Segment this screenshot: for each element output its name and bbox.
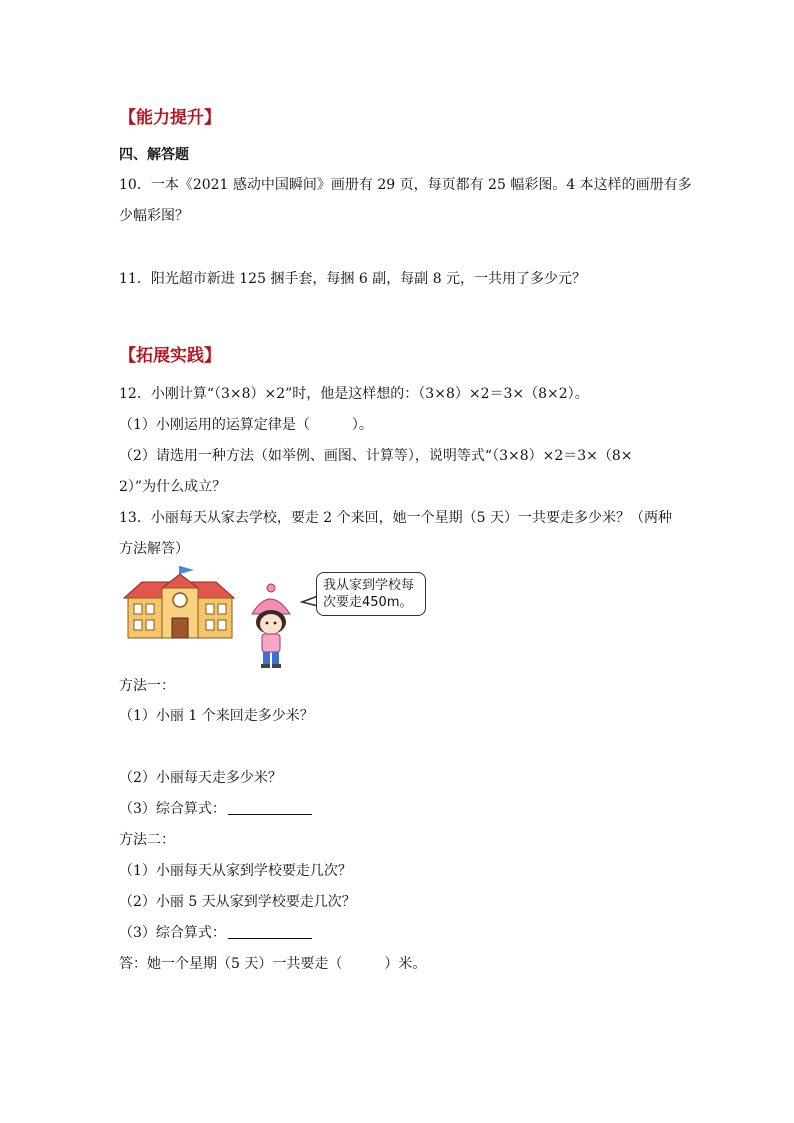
m2-q3-label: （3）综合算式： [119,925,226,941]
part-heading: 四、解答题 [119,147,189,163]
m1-question3 [119,799,312,819]
m2-question2: （2）小丽 5 天从家到学校要走几次？ [119,894,356,910]
q12-stem: 12．小刚计算“（3×8）×2”时，他是这样想的：（3×8）×2＝3×（8×2）。 [119,386,589,402]
m2-question3 [119,923,312,943]
q13-line1: 13．小丽每天从家去学校，要走 2 个来回，她一个星期（5 天）一共要走多少米？（两种 [119,510,672,526]
q10-line2: 少幅彩图？ [119,208,189,224]
m2-question1: （1）小丽每天从家到学校要走几次？ [119,863,352,879]
m1-question1: （1）小丽 1 个来回走多少米？ [119,708,314,724]
q12-sub1: （1）小刚运用的运算定律是（ ）。 [119,417,373,433]
speech-bubble [316,572,426,616]
method1-label: 方法一： [119,678,175,694]
final-answer: 答：她一个星期（5 天）一共要走（ ）米。 [119,956,427,972]
q12-sub2-line2: 2）”为什么成立？ [119,479,227,495]
section-heading-practice: 【拓展实践】 [119,346,221,366]
girl-character-icon [252,584,290,668]
q11-text: 11．阳光超市新进 125 捆手套，每捆 6 副，每副 8 元，一共用了多少元？ [119,271,587,287]
answer-blank [228,800,312,815]
q10-line1: 10．一本《2021 感动中国瞬间》画册有 29 页，每页都有 25 幅彩图。4 本这样的画册有多 [119,177,692,193]
section-heading-ability: 【能力提升】 [119,108,221,128]
bubble-line1: 我从家到学校每 [323,578,415,593]
q13-line2: 方法解答） [119,541,189,557]
m1-question2: （2）小丽每天走多少米？ [119,770,282,786]
school-building-icon [124,566,234,638]
bubble-line2: 次要走450m。 [323,595,413,610]
answer-blank [228,924,312,939]
q12-sub2-line1: （2）请选用一种方法（如举例、画图、计算等），说明等式“（3×8）×2＝3×（8× [119,448,633,464]
m1-q3-label: （3）综合算式： [119,801,226,817]
method2-label: 方法二： [119,832,175,848]
